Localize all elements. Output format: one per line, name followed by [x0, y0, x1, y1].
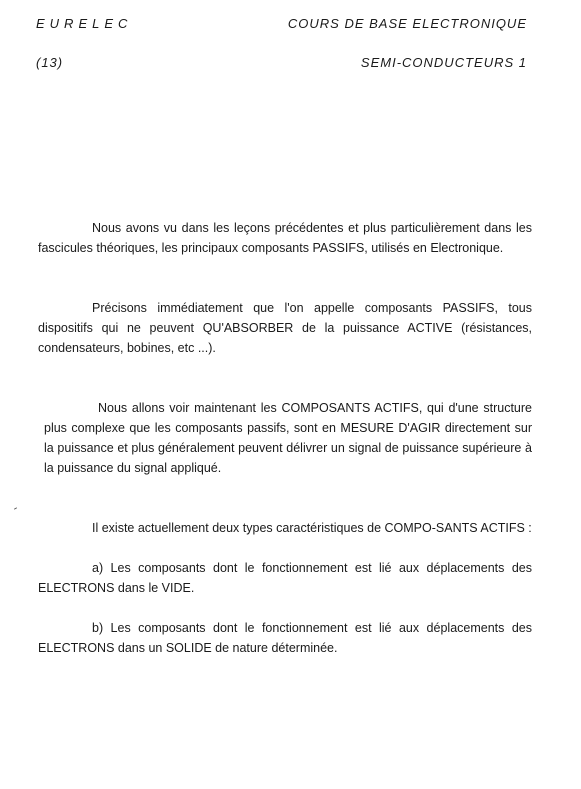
paragraph-passive-definition: Précisons immédiatement que l'on appelle composants PASSIFS, tous dispositifs qui ne peuvent QU'ABSORBER de la puissance ACTIVE (résistances, condensateurs, bobines, etc ...).: [38, 301, 532, 355]
paragraph-type-b: b) Les composants dont le fonctionnement est lié aux déplacements des ELECTRONS dans un SOLIDE de nature déterminée.: [38, 621, 532, 655]
paragraph-type-a: a) Les composants dont le fonctionnement est lié aux déplacements des ELECTRONS dans le VIDE.: [38, 561, 532, 595]
paragraph-two-types: Il existe actuellement deux types caractéristiques de COMPO-SANTS ACTIFS :: [92, 521, 532, 535]
paragraph-active-components: Nous allons voir maintenant les COMPOSANTS ACTIFS, qui d'une structure plus complexe que les composants passifs, sont en MESURE D'AGIR directement sur la puissance et plus généralement peuvent délivrer un signal de puissance supérieure à la puissance du signal appliqué.: [44, 401, 532, 475]
body-text: [38, 218, 532, 658]
scan-mark: [14, 507, 17, 509]
section-title: SEMI-CONDUCTEURS 1: [360, 55, 527, 70]
brand-name: EURELEC: [36, 16, 133, 31]
paragraph-passive-components: Nous avons vu dans les leçons précédentes et plus particulièrement dans les fascicules théoriques, les principaux composants PASSIFS, utilisés en Electronique.: [38, 221, 532, 255]
page-number: (13): [36, 55, 64, 70]
course-title: COURS DE BASE ELECTRONIQUE: [287, 16, 527, 31]
